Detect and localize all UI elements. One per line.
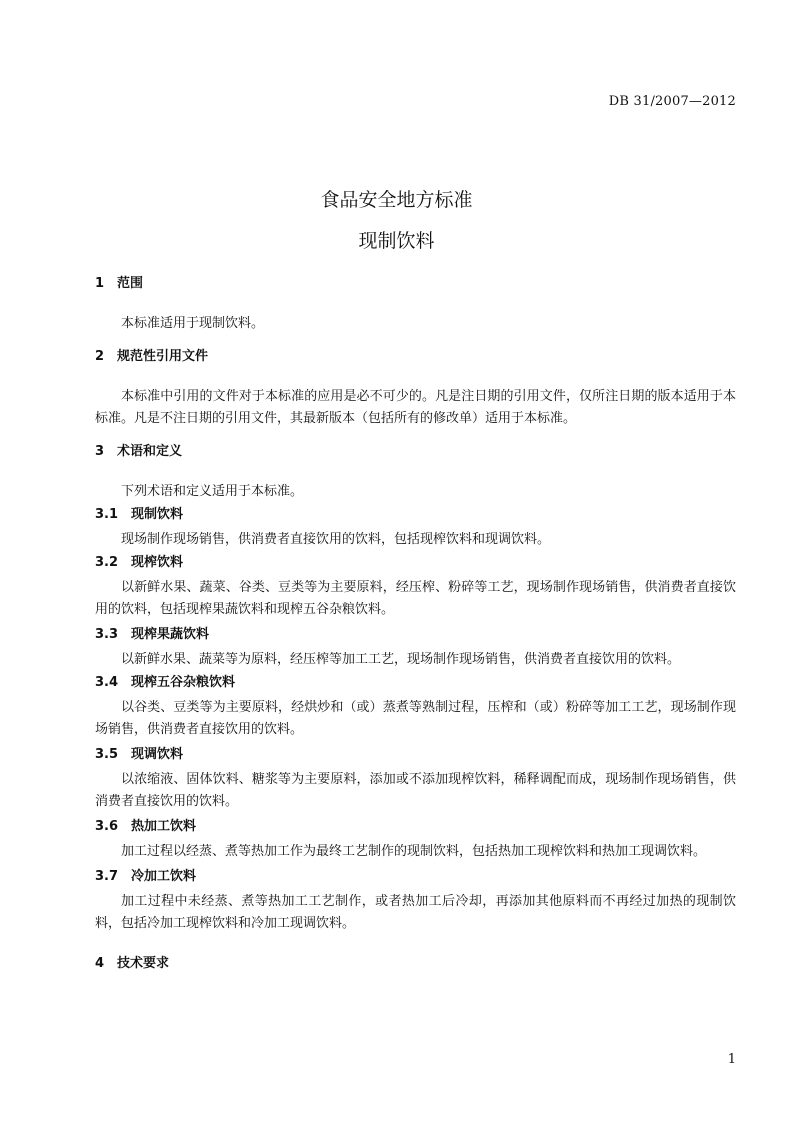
subsection-title: 现调饮料 — [131, 747, 184, 762]
section-title: 范围 — [117, 276, 144, 291]
subsection-number: 3.2 — [95, 555, 119, 570]
subsection-number: 3.7 — [95, 869, 119, 884]
subsection-title: 现制饮料 — [131, 507, 184, 522]
paragraph: 以谷类、豆类等为主要原料，经烘炒和（或）蒸煮等熟制过程，压榨和（或）粉碎等加工工艺，现场制作现场销售，供消费者直接饮用的饮料。 — [95, 700, 736, 737]
section-heading — [95, 347, 736, 367]
paragraph: 以新鲜水果、蔬菜、谷类、豆类等为主要原料，经压榨、粉碎等工艺，现场制作现场销售，供消费者直接饮用的饮料，包括现榨果蔬饮料和现榨五谷杂粮饮料。 — [95, 580, 736, 617]
subsection-title: 现榨果蔬饮料 — [131, 627, 210, 642]
paragraph: 加工过程以经蒸、煮等热加工作为最终工艺制作的现制饮料，包括热加工现榨饮料和热加工现调饮料。 — [121, 844, 707, 859]
section-title: 规范性引用文件 — [117, 349, 209, 364]
section-number: 2 — [95, 349, 105, 364]
section-heading — [95, 954, 736, 974]
section-heading — [95, 274, 736, 294]
section-heading — [95, 442, 736, 462]
subsection-title: 现榨饮料 — [131, 555, 184, 570]
subsection-number: 3.5 — [95, 747, 119, 762]
paragraph: 本标准适用于现制饮料。 — [121, 316, 265, 331]
section-number: 3 — [95, 444, 105, 459]
document-body — [95, 274, 736, 974]
subsection-heading — [95, 553, 736, 573]
subsection-heading — [95, 817, 736, 837]
paragraph: 以浓缩液、固体饮料、糖浆等为主要原料，添加或不添加现榨饮料，稀释调配而成，现场制作现场销售，供消费者直接饮用的饮料。 — [95, 772, 736, 809]
subsection-heading — [95, 625, 736, 645]
sub-title: 现制饮料 — [358, 230, 435, 252]
subsection-number: 3.6 — [95, 819, 119, 834]
subsection-heading — [95, 505, 736, 525]
paragraph: 下列术语和定义适用于本标准。 — [121, 484, 304, 499]
paragraph: 以新鲜水果、蔬菜等为原料，经压榨等加工工艺，现场制作现场销售，供消费者直接饮用的饮料。 — [121, 652, 681, 667]
section-number: 4 — [95, 956, 105, 971]
page-number: 1 — [727, 1052, 736, 1067]
main-title: 食品安全地方标准 — [320, 189, 473, 211]
paragraph: 加工过程中未经蒸、煮等热加工工艺制作，或者热加工后冷却，再添加其他原料而不再经过加热的现制饮料，包括冷加工现榨饮料和冷加工现调饮料。 — [95, 894, 736, 931]
subsection-title: 现榨五谷杂粮饮料 — [131, 675, 236, 690]
subsection-title: 冷加工饮料 — [131, 869, 197, 884]
subsection-title: 热加工饮料 — [131, 819, 197, 834]
subsection-number: 3.1 — [95, 507, 119, 522]
section-number: 1 — [95, 276, 105, 291]
subsection-heading — [95, 867, 736, 887]
subsection-number: 3.3 — [95, 627, 119, 642]
subsection-number: 3.4 — [95, 675, 119, 690]
document-code: DB 31/2007—2012 — [608, 94, 736, 109]
subsection-heading — [95, 673, 736, 693]
subsection-heading — [95, 745, 736, 765]
section-title: 技术要求 — [117, 956, 170, 971]
paragraph: 现场制作现场销售，供消费者直接饮用的饮料，包括现榨饮料和现调饮料。 — [121, 532, 551, 547]
section-title: 术语和定义 — [117, 444, 183, 459]
paragraph: 本标准中引用的文件对于本标准的应用是必不可少的。凡是注日期的引用文件，仅所注日期的版本适用于本标准。凡是不注日期的引用文件，其最新版本（包括所有的修改单）适用于本标准。 — [95, 389, 736, 426]
